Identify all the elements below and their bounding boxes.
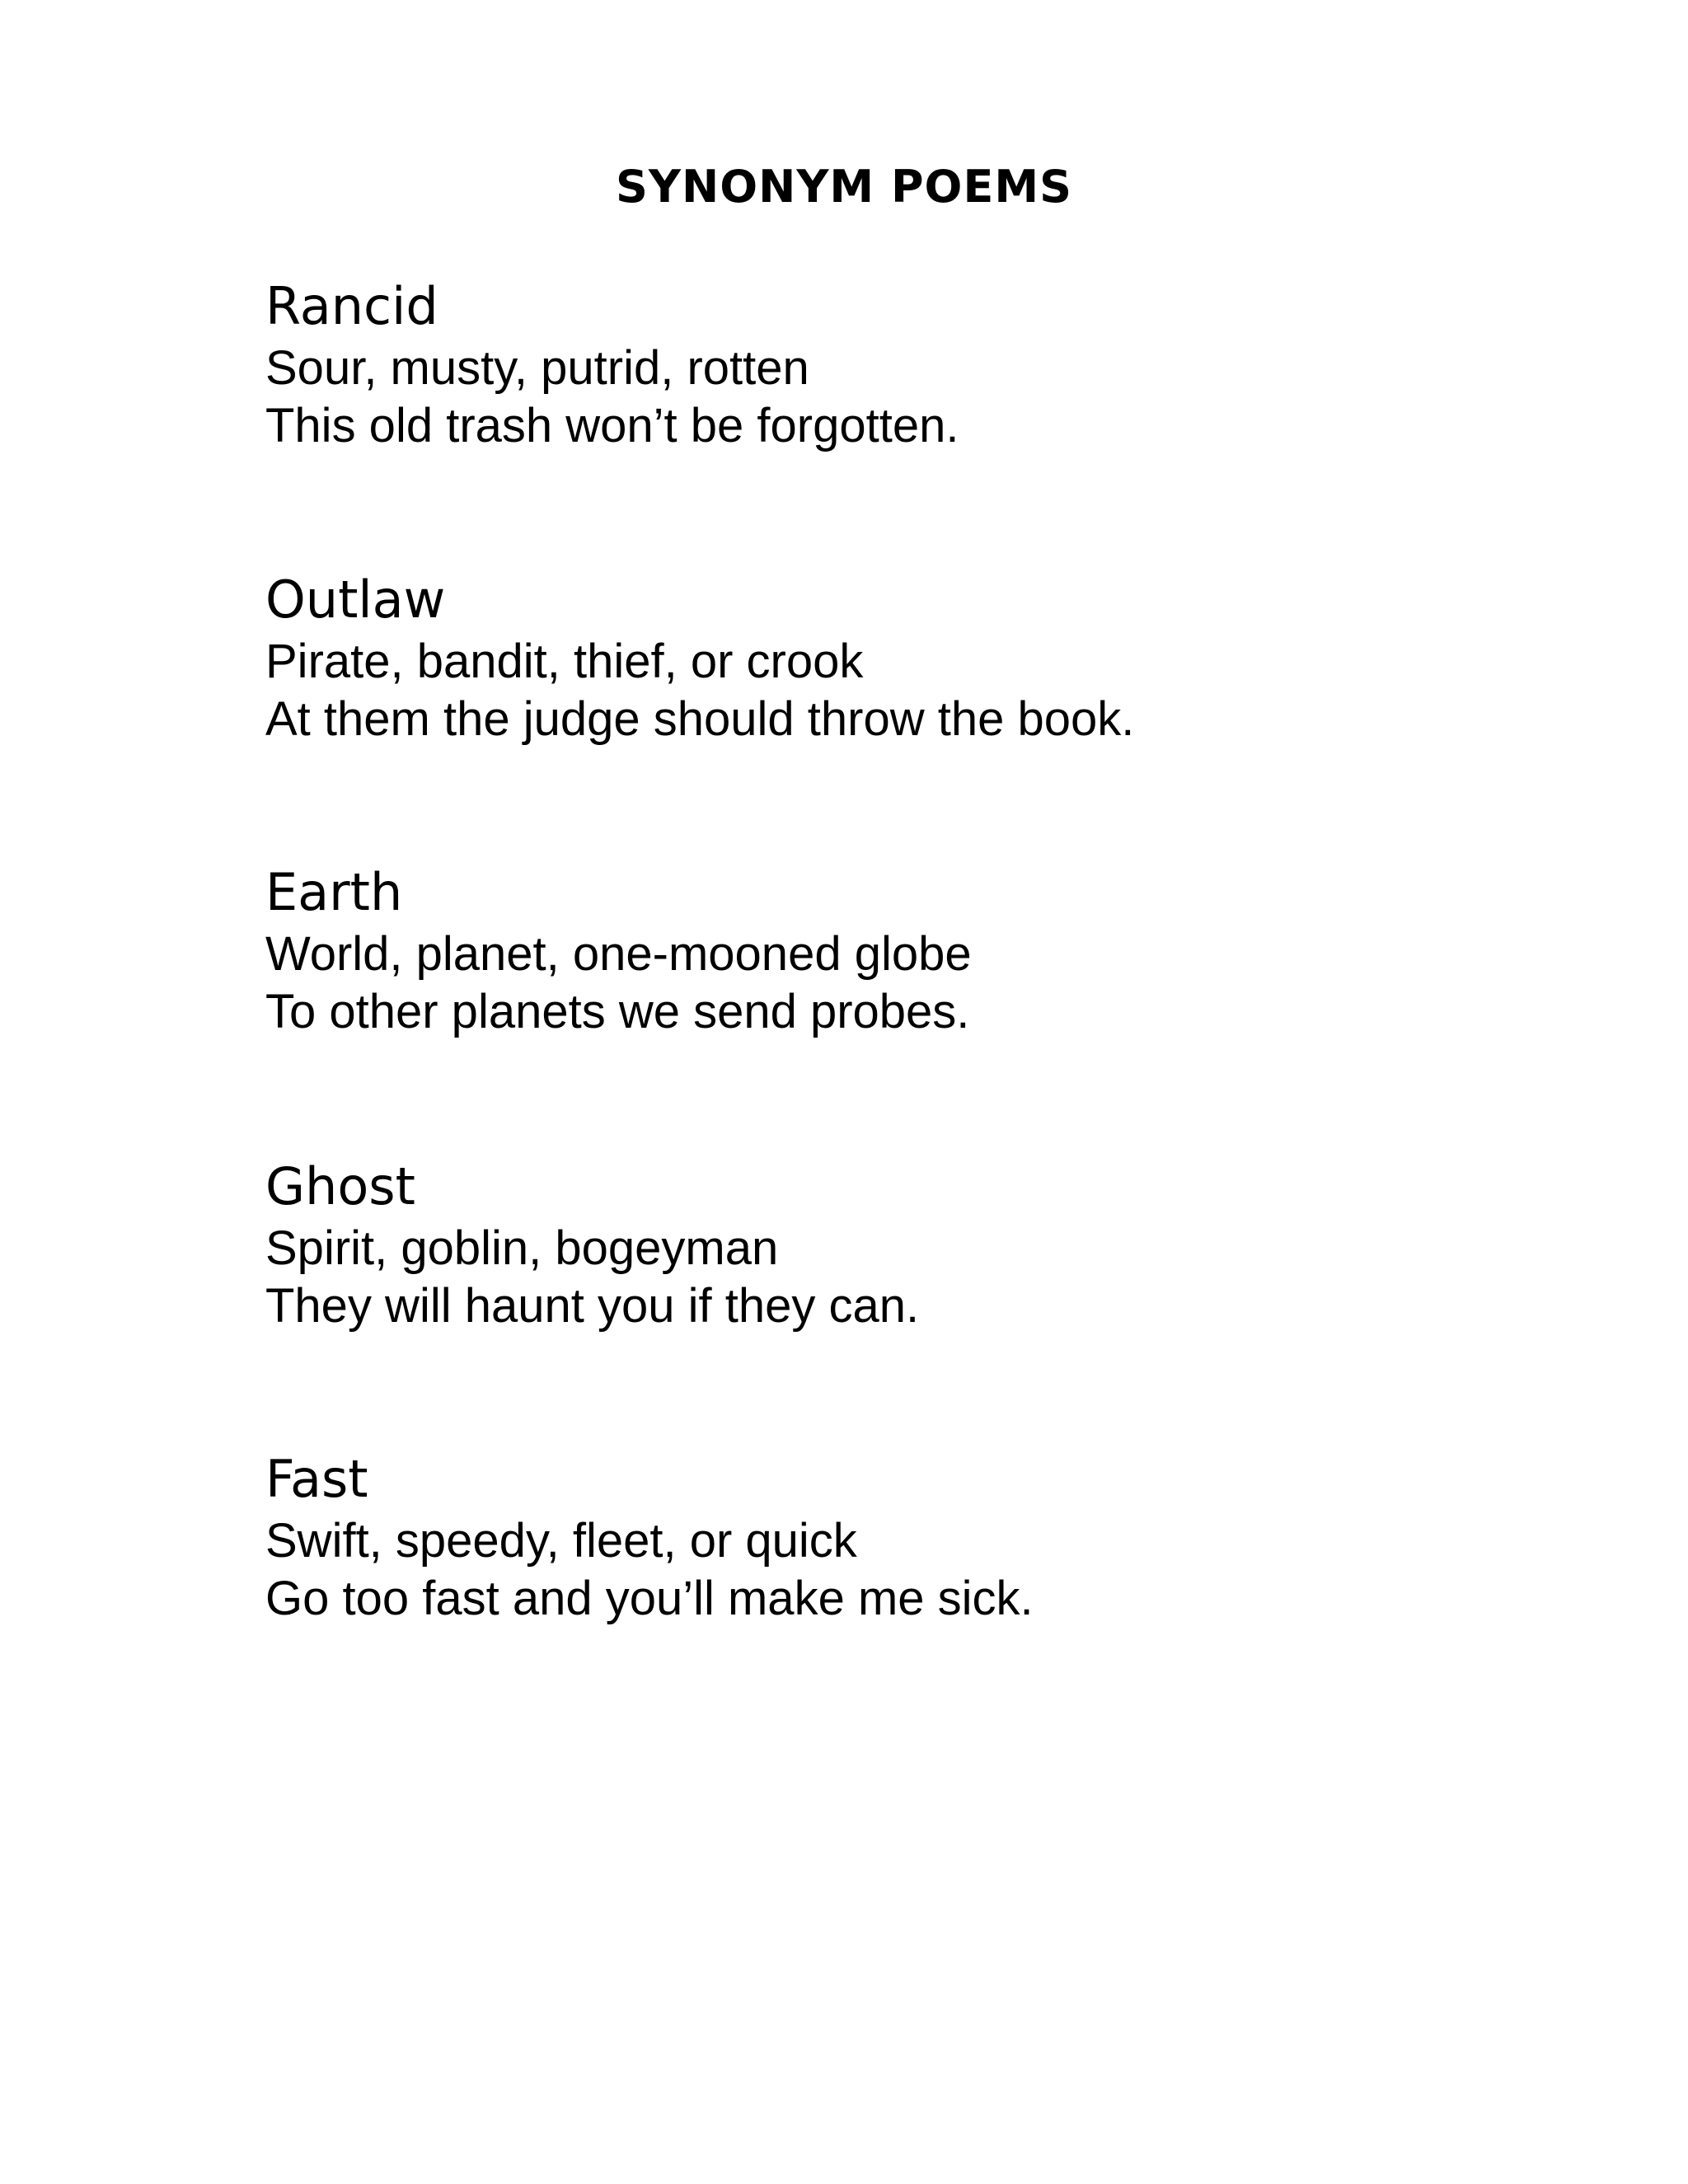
poem-heading: Earth — [265, 862, 403, 922]
poem-heading: Ghost — [265, 1156, 415, 1216]
poem-earth — [265, 861, 1502, 1041]
poem-heading: Fast — [265, 1449, 368, 1509]
poem-line-1: Spirit, goblin, bogeyman — [265, 1221, 779, 1275]
poem-line-2: To other planets we send probes. — [265, 985, 970, 1038]
poem-line-1: Pirate, bandit, thief, or crook — [265, 635, 864, 688]
page-title: SYNONYM POEMS — [616, 161, 1072, 213]
poem-line-2: This old trash won’t be forgotten. — [265, 399, 959, 452]
poem-outlaw — [265, 569, 1502, 748]
poem-heading: Outlaw — [265, 569, 446, 630]
poem-line-2: They will haunt you if they can. — [265, 1279, 920, 1333]
poem-line-2: Go too fast and you’ll make me sick. — [265, 1572, 1034, 1625]
poem-rancid — [265, 275, 1502, 455]
poem-line-1: World, planet, one-mooned globe — [265, 927, 972, 981]
poem-fast — [265, 1448, 1502, 1628]
poem-line-1: Sour, musty, putrid, rotten — [265, 341, 809, 395]
poem-line-1: Swift, speedy, fleet, or quick — [265, 1514, 857, 1568]
poem-ghost — [265, 1155, 1502, 1335]
poem-line-2: At them the judge should throw the book. — [265, 692, 1135, 746]
poem-heading: Rancid — [265, 276, 438, 336]
